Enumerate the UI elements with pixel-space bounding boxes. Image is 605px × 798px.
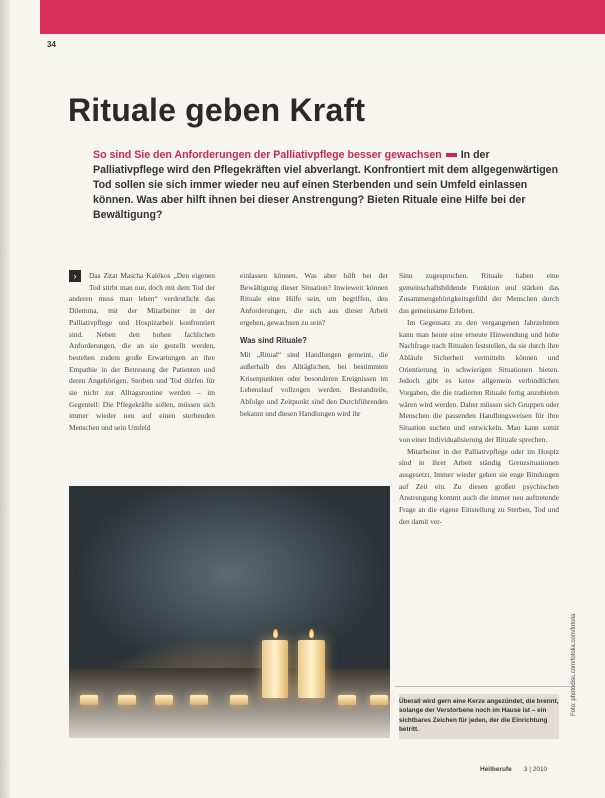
page-edge-shadow [0, 0, 10, 798]
tealight-5 [230, 695, 248, 705]
text-column-3 [399, 270, 559, 527]
lead-dash-icon [446, 153, 457, 157]
page-footer [480, 766, 547, 773]
article-lead [93, 148, 563, 223]
column-3-paragraph-3: Mitarbeiter in der Palliativpflege oder im Hospiz sind in ihrer Arbeit ständig Grenzsituationen ausgesetzt. Immer wieder gehen sie enge Bindungen auf Zeit ein. Zu diesen großen psychischen Anstrengung kommt auch die immer neu auftretende Frage an die eigene Einstellung zu Sterben, Tod und den damit ver- [399, 446, 559, 526]
column-2-paragraph-1: einlassen können. Was aber hilft bei der Bewältigung dieser Situation? Inwieweit können Rituale eine Hilfe sein, um begriffen, den Anforderungen, die sich aus dieser Arbeit ergeben, gewachsen zu sein? [240, 271, 388, 327]
arrow-right-icon: › [69, 270, 81, 282]
tealight-2 [118, 695, 136, 705]
text-column-2 [240, 270, 388, 419]
lead-highlight: So sind Sie den Anforderungen der Palliativpflege besser gewachsen [93, 149, 442, 161]
flame-icon [309, 629, 314, 638]
page-number: 34 [47, 40, 56, 49]
tealight-7 [370, 695, 388, 705]
tealight-3 [155, 695, 173, 705]
photo-caption: Überall wird gern eine Kerze angezündet, die brennt, solange der Verstorbene noch im Hause ist – ein sichtbares Zeichen für jeden, der die Einrichtung betritt. [399, 694, 559, 739]
tealight-6 [338, 695, 356, 705]
issue-number: 3 | 2010 [523, 766, 548, 773]
flame-icon [273, 629, 278, 638]
candle-large-right [298, 640, 325, 698]
section-subhead: Was sind Rituale? [240, 335, 307, 345]
column-3-paragraph-1: Sinn zugesprochen. Rituale haben eine gemeinschaftsbildende Funktion und stärken das Zusammengehörigkeitsgefühl der Menschen durch das gemeinsame Erleben. [399, 271, 559, 316]
column-1-paragraph: Das Zitat Mascha Kalékos „Den eigenen Tod stirbt man nur, doch mit dem Tod der anderen muss man leben“ verdeutlicht das Dilemma, mit der Mitarbeiter in der Palliativpflege und Hospizarbeit konfrontiert sind. Neben den hohen fachlichen Anforderungen, die an sie gestellt werden, bestehen zudem große Erwartungen an ihre Empathie in der Betreuung der Patienten und deren Angehörigen. Sterben und Tod dürfen für sie nicht zur Alltagsroutine werden – im Gegenteil: Die Pflegekräfte sollen, müssen sich immer wieder neu auf einen sterbenden Menschen und sein Umfeld [69, 271, 215, 433]
tealight-4 [190, 695, 208, 705]
header-accent-bar [40, 0, 605, 34]
lead-text: In der Palliativpflege wird den Pflegekräften viel abverlangt. Konfrontiert mit dem allgegenwärtigen Tod sollen sie sich immer wieder neu auf einen Sterbenden und sein Umfeld einlassen können. Was aber hilft ihnen bei dieser Anstrengung? Bieten Rituale eine Hilfe bei der Bewältigung? [93, 149, 559, 221]
text-column-1 [69, 270, 215, 434]
candle-large-left [262, 640, 288, 698]
article-title: Rituale geben Kraft [68, 92, 366, 128]
photo-credit-text: Foto: photodisc.com/fotolia.com/fotolia [571, 613, 577, 716]
column-2-paragraph-2: Mit „Ritual“ sind Handlungen gemeint, die außerhalb des Alltäglichen, bei bestimmten Krisenpunkten oder besonderen Ereignissen im Lebenslauf vollzogen werden. Bestandteile, Abfolge und Zeitpunkt sind den Durchführenden bekannt und diesen Handlungen wird ihr [240, 350, 388, 418]
caption-divider [395, 686, 575, 687]
magazine-name: Heilberufe [480, 766, 512, 773]
column-3-paragraph-2: Im Gegensatz zu den vergangenen Jahrzehnten kann man heute eine erneute Hinwendung und hohe Nachfrage nach Ritualen feststellen, da sie durch ihre Abläufe Sicherheit vermitteln können und Orientierung in schwierigen Situationen bieten. Jedoch gibt es keine allgemein verbindlichen Vorgaben, die die tradierten Rituale fertig anzubieten wären wird werden. Daher müssen sich Gruppen oder Menschen die passenden Handlungsweisen für ihre Situation suchen und entwickeln. Man kann somit von einer Individualisierung der Rituale sprechen. [399, 317, 559, 444]
tealight-1 [80, 695, 98, 705]
photo-credit [571, 613, 581, 716]
